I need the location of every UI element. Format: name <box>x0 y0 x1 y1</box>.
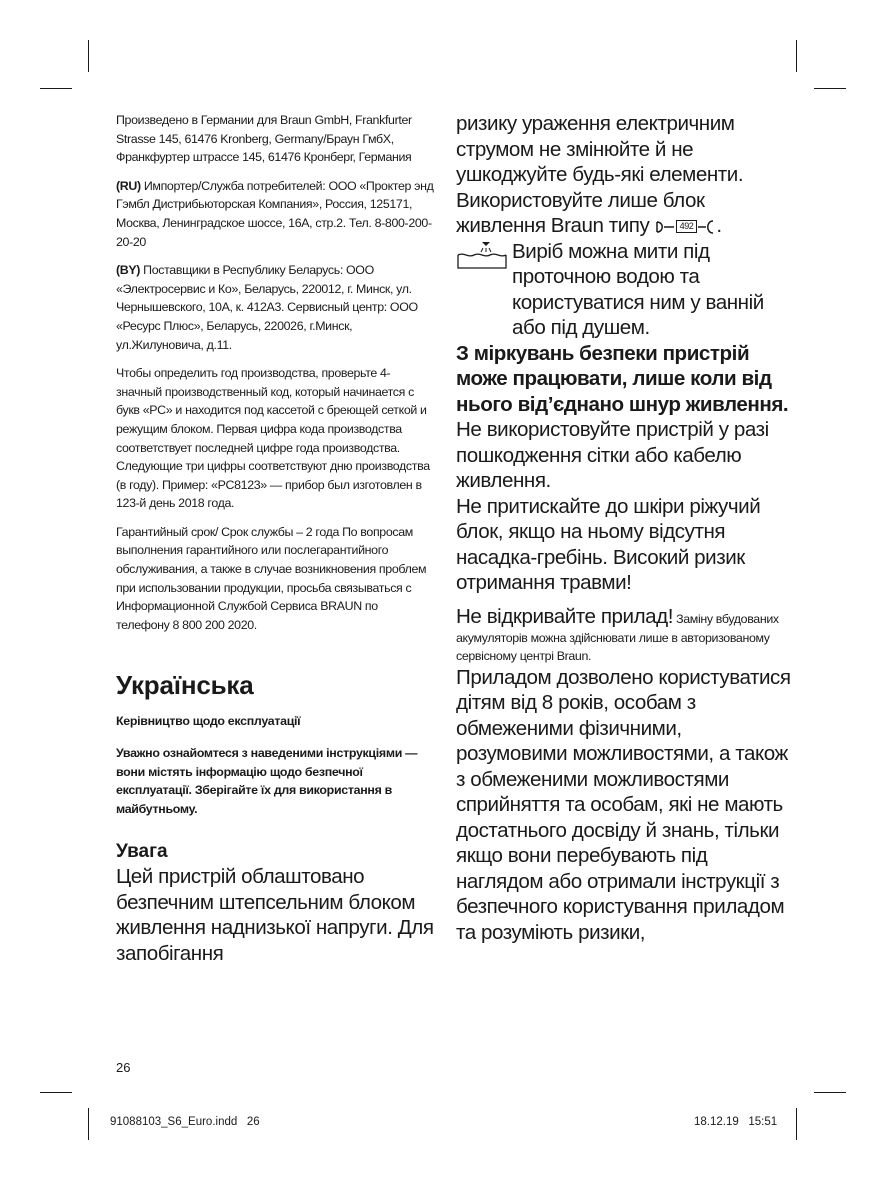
ru-importer-info <box>116 177 434 251</box>
shower-info <box>456 239 796 341</box>
crop-mark <box>814 1092 846 1093</box>
crop-mark <box>88 40 89 72</box>
crop-mark <box>796 40 797 72</box>
socket-icon <box>698 219 716 235</box>
by-text: Поставщики в Республику Беларусь: ООО «Электросервис и Ко», Беларусь, 220012, г. Минск, ул. Чернышевского, 10А, к. 412А3. Сервисный центр: ООО «Ресурс Плюс», Беларусь, 220026, г.Минск, ул.Жилуновича, д.11. <box>116 263 418 352</box>
right-column <box>456 111 796 945</box>
by-code: (BY) <box>116 263 141 278</box>
power-supply-text: ризику ураження електричним струмом не змінюйте й не ушкоджуйте будь-які елементи. Використовуйте лише блок живлення Braun типу <box>456 112 744 237</box>
safety-warning-bold: З міркувань безпеки пристрій може працювати, лише коли від нього від’єднано шнур живлення. <box>456 341 789 416</box>
ru-text: Импортер/Служба потребителей: ООО «Проктер энд Гэмбл Дистрибьюторская Компания», Россия, 125171, Москва, Ленинградское шоссе, 16А, стр.2. Тел. 8-800-200-20-20 <box>116 178 434 249</box>
ru-code: (RU) <box>116 178 141 193</box>
left-column <box>116 111 434 966</box>
power-supply-end: . <box>716 214 722 237</box>
type-number-badge: 492 <box>676 220 698 233</box>
read-carefully-note: Уважно ознайомтеся з наведеними інструкціями — вони містять інформацію щодо безпечної експлуатації. Зберігайте їх для використання в майбутньому. <box>116 746 418 816</box>
shower-text: Виріб можна мити під проточною водою та користуватися ним у ванній або під душем. <box>512 239 764 339</box>
do-not-open-warning <box>456 604 796 665</box>
manufacturer-info: Произведено в Германии для Braun GmbH, Frankfurter Strasse 145, 61476 Kronberg, Germany/Браун ГмбХ, Франкфуртер штрассе 145, 61476 Кронберг, Германия <box>116 113 412 165</box>
comb-warning: Не притискайте до шкіри ріжучий блок, якщо на ньому відсутня насадка-гребінь. Високий ризик отримання травми! <box>456 494 761 594</box>
crop-mark <box>40 1092 72 1093</box>
battery-replacement-note: Заміну вбудованих акумуляторів можна здійснювати лише в авторизованому сервісному центрі Braun. <box>456 611 779 663</box>
footer-file-name: 91088103_S6_Euro.indd 26 <box>110 1116 260 1128</box>
do-not-open-lead: Не відкривайте прилад! <box>456 604 674 628</box>
crop-mark <box>88 1108 89 1140</box>
shower-wash-icon <box>456 239 508 269</box>
electric-shock-warning <box>456 111 796 239</box>
section-title: Українська <box>116 670 254 701</box>
children-usage-text: Приладом дозволено користуватися дітям від 8 років, особам з обмеженими фізичними, розумовими можливостями, а також з обмеженими можливостями сприйняття та особам, які не мають достатнього досвіду й знань, тільки якщо вони перебувають під наглядом або отримали інструкції з безпечного користування приладом та розуміють ризики, <box>456 665 791 944</box>
plug-icon <box>655 219 675 235</box>
crop-mark <box>814 88 846 89</box>
damaged-warning: Не використовуйте пристрій у разі пошкодження сітки або кабелю живлення. <box>456 418 769 492</box>
footer-date: 18.12.19 15:51 <box>694 1116 778 1128</box>
manual-title: Керівництво щодо експлуатації <box>116 714 301 729</box>
warranty-info: Гарантийный срок/ Срок службы – 2 года По вопросам выполнения гарантийного или послегарантийного обслуживания, а также в случае возникновения проблем при использовании продукции, просьба связываться с Информационной Службой Сервиса BRAUN по телефону 8 800 200 2020. <box>116 524 427 632</box>
crop-mark <box>40 88 72 89</box>
plug-type-icon <box>655 219 717 235</box>
page-number: 26 <box>116 1060 131 1075</box>
production-year-info: Чтобы определить год производства, проверьте 4-значный производственный код, который начинается с букв «PC» и находится под кассетой с бреющей сеткой и режущим блоком. Первая цифра кода производства соответствует последней цифре года производства. Следующие три цифры соответствуют дню производства (в году). Пример: «PC8123» — прибор был изготовлен в 123-й день 2018 года. <box>116 366 430 511</box>
attention-heading: Увага <box>116 841 168 863</box>
attention-text: Цей пристрій облаштовано безпечним штепсельним блоком живлення наднизької напруги. Для запобігання <box>116 865 434 965</box>
crop-mark <box>796 1108 797 1140</box>
by-supplier-info <box>116 261 434 354</box>
